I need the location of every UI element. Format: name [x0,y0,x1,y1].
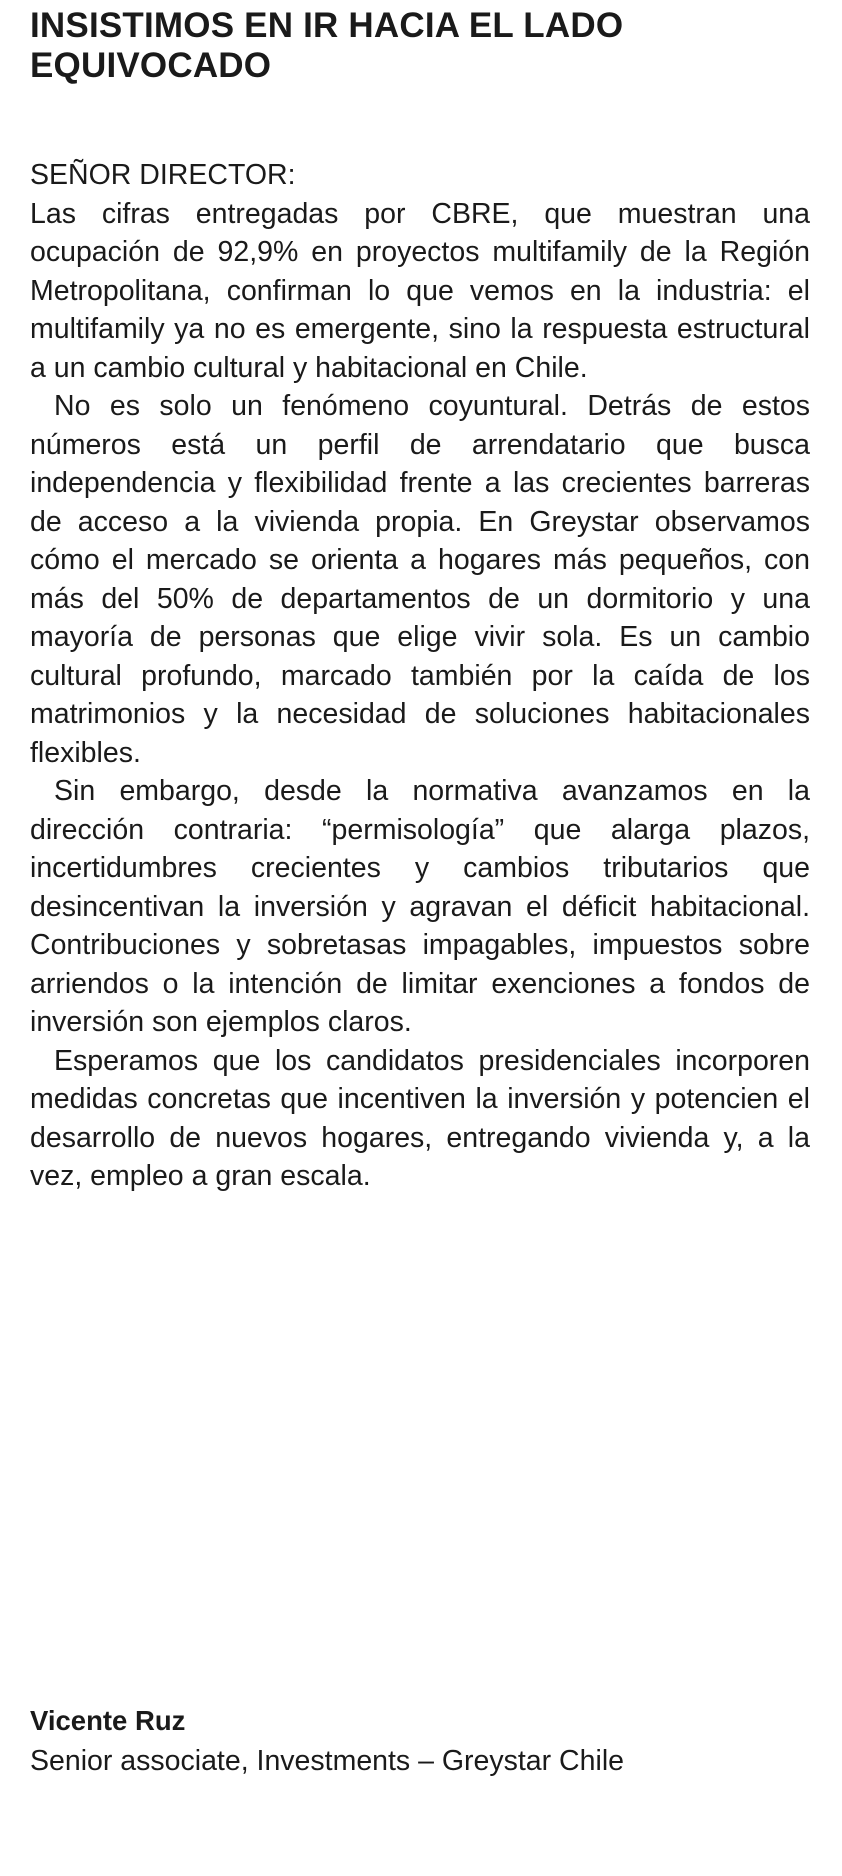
headline: INSISTIMOS EN IR HACIA EL LADO EQUIVOCADO [30,6,624,85]
letter-to-editor [30,6,810,1196]
author-role: Senior associate, Investments – Greystar Chile [30,1745,625,1777]
paragraph-4: Esperamos que los candidatos presidenciales incorporen medidas concretas que incentiven la inversión y potencien el desarrollo de nuevos hogares, entregando vivienda y, a la vez, empleo a gran escala. [30,1044,810,1192]
author-name: Vicente Ruz [30,1705,186,1736]
paragraph-3: Sin embargo, desde la normativa avanzamos en la dirección contraria: “permisología” que alarga plazos, incertidumbres crecientes y cambios tributarios que desincentivan la inversión y agravan el déficit habitacional. Contribuciones y sobretasas impagables, impuestos sobre arriendos o la intención de limitar exenciones a fondos de inversión son ejemplos claros. [30,775,810,1038]
paragraph-2: No es solo un fenómeno coyuntural. Detrás de estos números está un perfil de arrendatario que busca independencia y flexibilidad frente a las crecientes barreras de acceso a la vivienda propia. En Greystar observamos cómo el mercado se orienta a hogares más pequeños, con más del 50% de departamentos de un dormitorio y una mayoría de personas que elige vivir sola. Es un cambio cultural profundo, marcado también por la caída de los matrimonios y la necesidad de soluciones habitacionales flexibles. [30,390,810,769]
paragraph-1: Las cifras entregadas por CBRE, que muestran una ocupación de 92,9% en proyectos multifamily de la Región Metropolitana, confirman lo que vemos en la industria: el multifamily ya no es emergente, sino la respuesta estructural a un cambio cultural y habitacional en Chile. [30,197,810,384]
salutation: SEÑOR DIRECTOR: [30,159,296,191]
signature [30,1703,810,1779]
